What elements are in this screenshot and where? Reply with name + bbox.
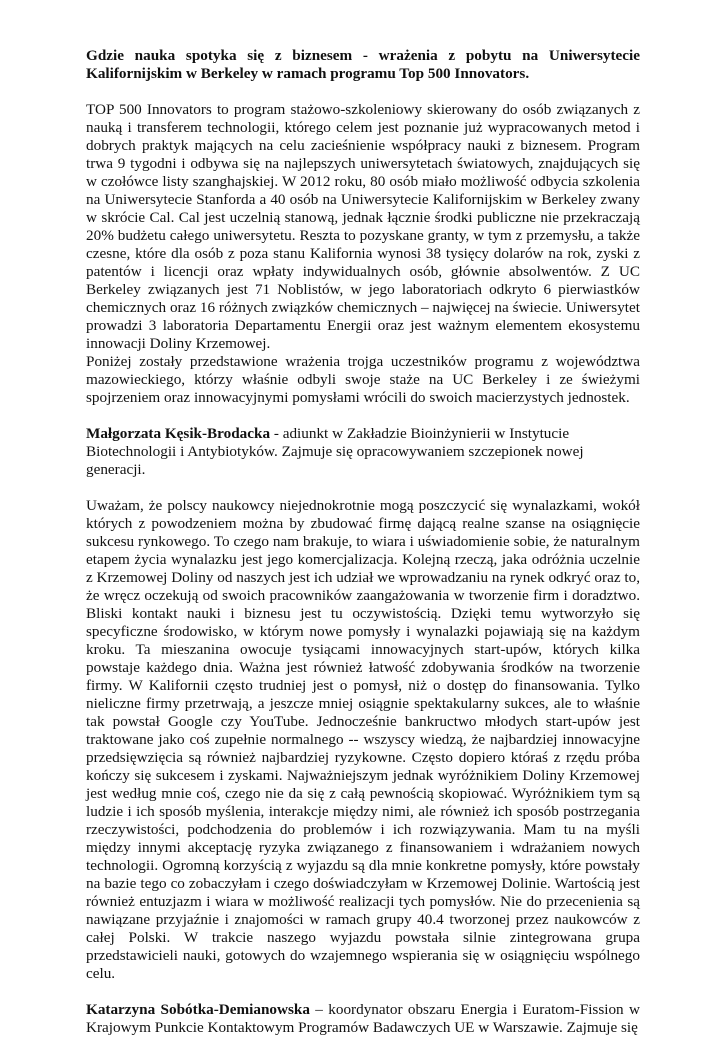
intro-paragraph-2: Poniżej zostały przedstawione wrażenia trojga uczestników programu z województwa mazowieckiego, którzy właśnie odbyli swoje staże na UC Berkeley i ze świeżymi spojrzeniem oraz innowacyjnymi pomysłami wrócili do swoich macierzystych jednostek. bbox=[86, 353, 640, 406]
person-2-role: – koordynator obszaru Energia i Euratom-Fission w Krajowym Punkcie Kontaktowym Programów Badawczych UE w Warszawie. Zajmuje się bbox=[86, 1001, 640, 1036]
spacer bbox=[86, 983, 640, 1001]
spacer bbox=[86, 479, 640, 497]
person-2-name: Katarzyna Sobótka-Demianowska bbox=[86, 1001, 310, 1018]
person-1-statement: Uważam, że polscy naukowcy niejednokrotnie mogą poszczycić się wynalazkami, wokół których z powodzeniem można by zbudować firmę dającą realne szanse na osiągnięcie sukcesu rynkowego. To czego nam brakuje, to wiara i uświadomienie sobie, że naturalnym etapem życia wynalazku jest jego komercjalizacja. Kolejną rzeczą, jaka odróżnia uczelnie z Krzemowej Doliny od naszych jest ich udział we wprowadzaniu na rynek odkryć oraz to, że wręcz oczekują od swoich pracowników zaangażowania w tworzenie firm i doradztwo. Bliski kontakt nauki i biznesu jest tu oczywistością. Dzięki temu wytworzyło się specyficzne środowisko, w którym nowe pomysły i wynalazki pojawiają się na każdym kroku. Ta mieszanina owocuje tysiącami innowacyjnych start-upów, których kilka powstaje każdego dnia. Ważna jest również łatwość zdobywania środków na tworzenie firmy. W Kalifornii często trudniej jest o pomysł, niż o dostęp do finansowania. Tylko nieliczne firmy przetrwają, a jeszcze mniej osiągnie spektakularny sukces, ale to właśnie tak powstał Google czy YouTube. Jednocześnie bankructwo młodych start-upów jest traktowane jako coś zupełnie normalnego -- wszyscy wiedzą, że najbardziej innowacyjne przedsięwzięcia są również najbardziej ryzykowne. Często dopiero któraś z rzędu próba kończy się sukcesem i zyskami. Najważniejszym jednak wyróżnikiem Doliny Krzemowej jest według mnie coś, czego nie da się z całą pewnością skopiować. Wyróżnikiem tym są ludzie i ich sposób myślenia, interakcje między nimi, ale również ich sposób postrzegania rzeczywistości, podchodzenia do problemów i ich rozwiązywania. Mam tu na myśli między innymi akceptację ryzyka związanego z finansowaniem i wdrażaniem nowych technologii. Ogromną korzyścią z wyjazdu są dla mnie konkretne pomysły, które powstały na bazie tego co zobaczyłam i czego doświadczyłam w Krzemowej Dolinie. Wartością jest również entuzjazm i wiara w możliwość realizacji tych pomysłów. Nie do przecenienia są nawiązane przyjaźnie i znajomości w ramach grupy 40.4 tworzonej przez naukowców z całej Polski. W trakcie naszego wyjazdu powstała silnie zintegrowana grupa przedstawicieli nauki, gotowych do wzajemnego wspierania się w osiągnięciu wspólnego celu. bbox=[86, 497, 640, 982]
intro-paragraph: TOP 500 Innovators to program stażowo-szkoleniowy skierowany do osób związanych z nauką i transferem technologii, którego celem jest poznanie już wypracowanych metod i dobrych praktyk mających na celu zacieśnienie współpracy nauki z biznesem. Program trwa 9 tygodni i odbywa się na najlepszych uniwersytetach światowych, znajdujących się w czołówce listy szanghajskiej. W 2012 roku, 80 osób miało możliwość odbycia szkolenia na Uniwersytecie Stanforda a 40 osób na Uniwersytecie Kalifornijskim w Berkeley zwany w skrócie Cal. Cal jest uczelnią stanową, jednak łącznie środki publiczne nie przekraczają 20% budżetu całego uniwersytetu. Reszta to pozyskane granty, w tym z przemysłu, a także czesne, które dla osób z poza stanu Kalifornia wynosi 38 tysięcy dolarów na rok, zyski z patentów i licencji oraz wpłaty indywidualnych osób, głównie absolwentów. Z UC Berkeley związanych jest 71 Noblistów, w jego laboratoriach odkryto 6 pierwiastków chemicznych oraz 16 różnych związków chemicznych – najwięcej na świecie. Uniwersytet prowadzi 3 laboratoria Departamentu Energii oraz jest ważnym elementem ekosystemu innowacji Doliny Krzemowej. bbox=[86, 101, 640, 352]
document-title: Gdzie nauka spotyka się z biznesem - wrażenia z pobytu na Uniwersytecie Kalifornijskim w Berkeley w ramach programu Top 500 Innovators. bbox=[86, 47, 640, 82]
spacer bbox=[86, 407, 640, 425]
person-2-header bbox=[86, 1001, 640, 1037]
document-page bbox=[86, 47, 640, 1037]
person-1-header bbox=[86, 425, 640, 479]
person-1-role: - adiunkt w Zakładzie Bioinżynierii w Instytucie Biotechnologii i Antybiotyków. Zajmuje się opracowywaniem szczepionek nowej generacji. bbox=[86, 425, 584, 478]
spacer bbox=[86, 83, 640, 101]
person-1-name: Małgorzata Kęsik-Brodacka bbox=[86, 425, 271, 442]
